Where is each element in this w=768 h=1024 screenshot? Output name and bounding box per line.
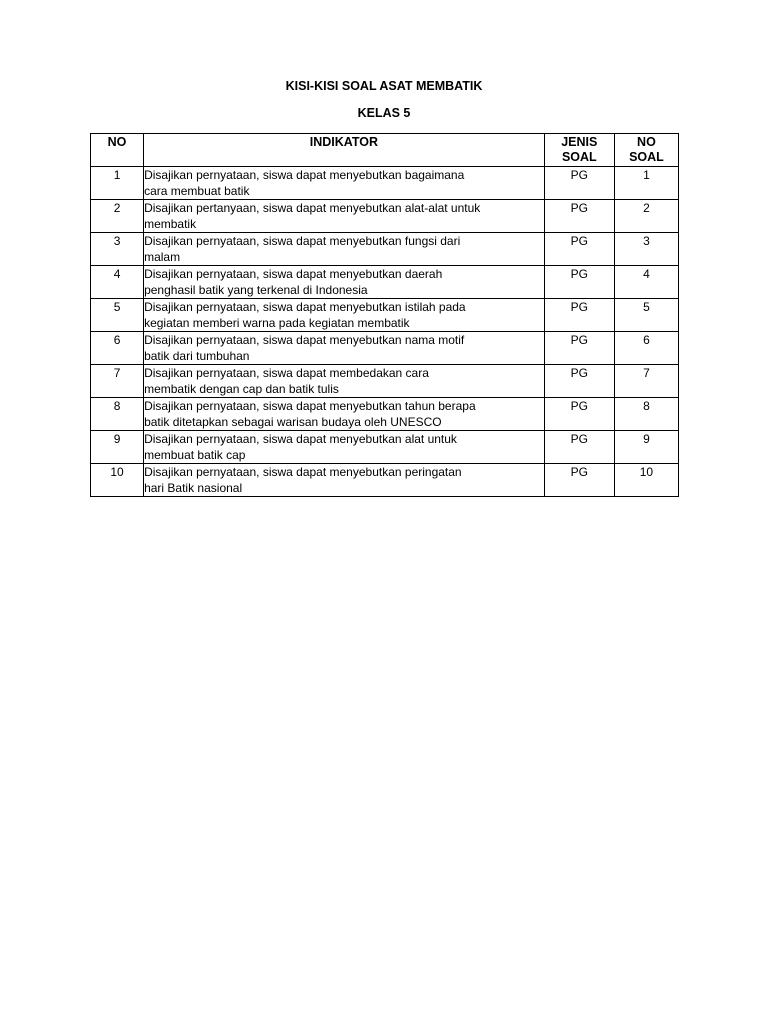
- cell-indikator: [144, 365, 545, 398]
- cell-jenis-soal: PG: [544, 464, 614, 497]
- cell-no-soal: 8: [614, 398, 678, 431]
- header-no-soal-line1: NO: [637, 135, 656, 149]
- header-no-label: NO: [107, 135, 127, 149]
- indikator-line: cara membuat batik: [144, 184, 250, 198]
- cell-indikator: [144, 398, 545, 431]
- cell-no-soal: 6: [614, 332, 678, 365]
- cell-jenis-soal: PG: [544, 200, 614, 233]
- cell-no: 5: [91, 299, 144, 332]
- cell-no: 7: [91, 365, 144, 398]
- cell-jenis-soal: PG: [544, 233, 614, 266]
- document-subtitle: KELAS 5: [357, 106, 411, 120]
- cell-no-soal: 3: [614, 233, 678, 266]
- cell-jenis-soal: PG: [544, 266, 614, 299]
- cell-indikator: [144, 233, 545, 266]
- table-row: [91, 431, 679, 464]
- header-jenis-soal-line1: JENIS: [561, 135, 598, 149]
- cell-indikator: [144, 266, 545, 299]
- cell-indikator: [144, 431, 545, 464]
- cell-indikator: [144, 299, 545, 332]
- cell-indikator: [144, 200, 545, 233]
- table-row: [91, 332, 679, 365]
- table-row: [91, 233, 679, 266]
- indikator-line: hari Batik nasional: [144, 481, 243, 495]
- cell-jenis-soal: PG: [544, 365, 614, 398]
- cell-jenis-soal: PG: [544, 398, 614, 431]
- cell-indikator: [144, 464, 545, 497]
- indikator-line: Disajikan pernyataan, siswa dapat menyebutkan tahun berapa: [144, 399, 476, 413]
- indikator-line: Disajikan pernyataan, siswa dapat menyebutkan bagaimana: [144, 168, 465, 182]
- cell-no-soal: 1: [614, 167, 678, 200]
- kisi-kisi-table: [90, 133, 679, 497]
- table-header-row: [91, 134, 679, 167]
- header-indikator: [144, 134, 545, 167]
- table-row: [91, 167, 679, 200]
- indikator-line: Disajikan pernyataan, siswa dapat menyebutkan fungsi dari: [144, 234, 461, 248]
- cell-no: 2: [91, 200, 144, 233]
- table-row: [91, 365, 679, 398]
- indikator-line: batik ditetapkan sebagai warisan budaya oleh UNESCO: [144, 415, 442, 429]
- indikator-line: Disajikan pernyataan, siswa dapat menyebutkan nama motif: [144, 333, 465, 347]
- indikator-line: membuat batik cap: [144, 448, 246, 462]
- cell-jenis-soal: PG: [544, 332, 614, 365]
- cell-indikator: [144, 167, 545, 200]
- cell-no: 6: [91, 332, 144, 365]
- header-indikator-label: INDIKATOR: [309, 135, 379, 149]
- table-row: [91, 299, 679, 332]
- header-no-soal-line2: SOAL: [629, 150, 664, 164]
- cell-no: 8: [91, 398, 144, 431]
- indikator-line: membatik: [144, 217, 197, 231]
- indikator-line: malam: [144, 250, 181, 264]
- header-no: [91, 134, 144, 167]
- cell-no-soal: 4: [614, 266, 678, 299]
- indikator-line: Disajikan pernyataan, siswa dapat menyebutkan istilah pada: [144, 300, 466, 314]
- cell-no-soal: 10: [614, 464, 678, 497]
- indikator-line: batik dari tumbuhan: [144, 349, 250, 363]
- table-row: [91, 200, 679, 233]
- cell-indikator: [144, 332, 545, 365]
- indikator-line: kegiatan memberi warna pada kegiatan membatik: [144, 316, 410, 330]
- table-row: [91, 464, 679, 497]
- header-no-soal: [614, 134, 678, 167]
- document-title: KISI-KISI SOAL ASAT MEMBATIK: [285, 79, 483, 93]
- cell-no-soal: 2: [614, 200, 678, 233]
- indikator-line: Disajikan pernyataan, siswa dapat menyebutkan daerah: [144, 267, 443, 281]
- cell-jenis-soal: PG: [544, 431, 614, 464]
- cell-no-soal: 9: [614, 431, 678, 464]
- indikator-line: Disajikan pertanyaan, siswa dapat menyebutkan alat-alat untuk: [144, 201, 481, 215]
- indikator-line: Disajikan pernyataan, siswa dapat menyebutkan alat untuk: [144, 432, 457, 446]
- cell-no-soal: 5: [614, 299, 678, 332]
- header-jenis-soal: [544, 134, 614, 167]
- cell-no: 3: [91, 233, 144, 266]
- cell-no: 10: [91, 464, 144, 497]
- indikator-line: Disajikan pernyataan, siswa dapat menyebutkan peringatan: [144, 465, 462, 479]
- header-jenis-soal-line2: SOAL: [561, 150, 597, 164]
- cell-no: 4: [91, 266, 144, 299]
- cell-no: 9: [91, 431, 144, 464]
- table-row: [91, 398, 679, 431]
- indikator-line: membatik dengan cap dan batik tulis: [144, 382, 339, 396]
- cell-jenis-soal: PG: [544, 299, 614, 332]
- indikator-line: penghasil batik yang terkenal di Indonesia: [144, 283, 368, 297]
- cell-no: 1: [91, 167, 144, 200]
- table-row: [91, 266, 679, 299]
- cell-jenis-soal: PG: [544, 167, 614, 200]
- indikator-line: Disajikan pernyataan, siswa dapat membedakan cara: [144, 366, 429, 380]
- cell-no-soal: 7: [614, 365, 678, 398]
